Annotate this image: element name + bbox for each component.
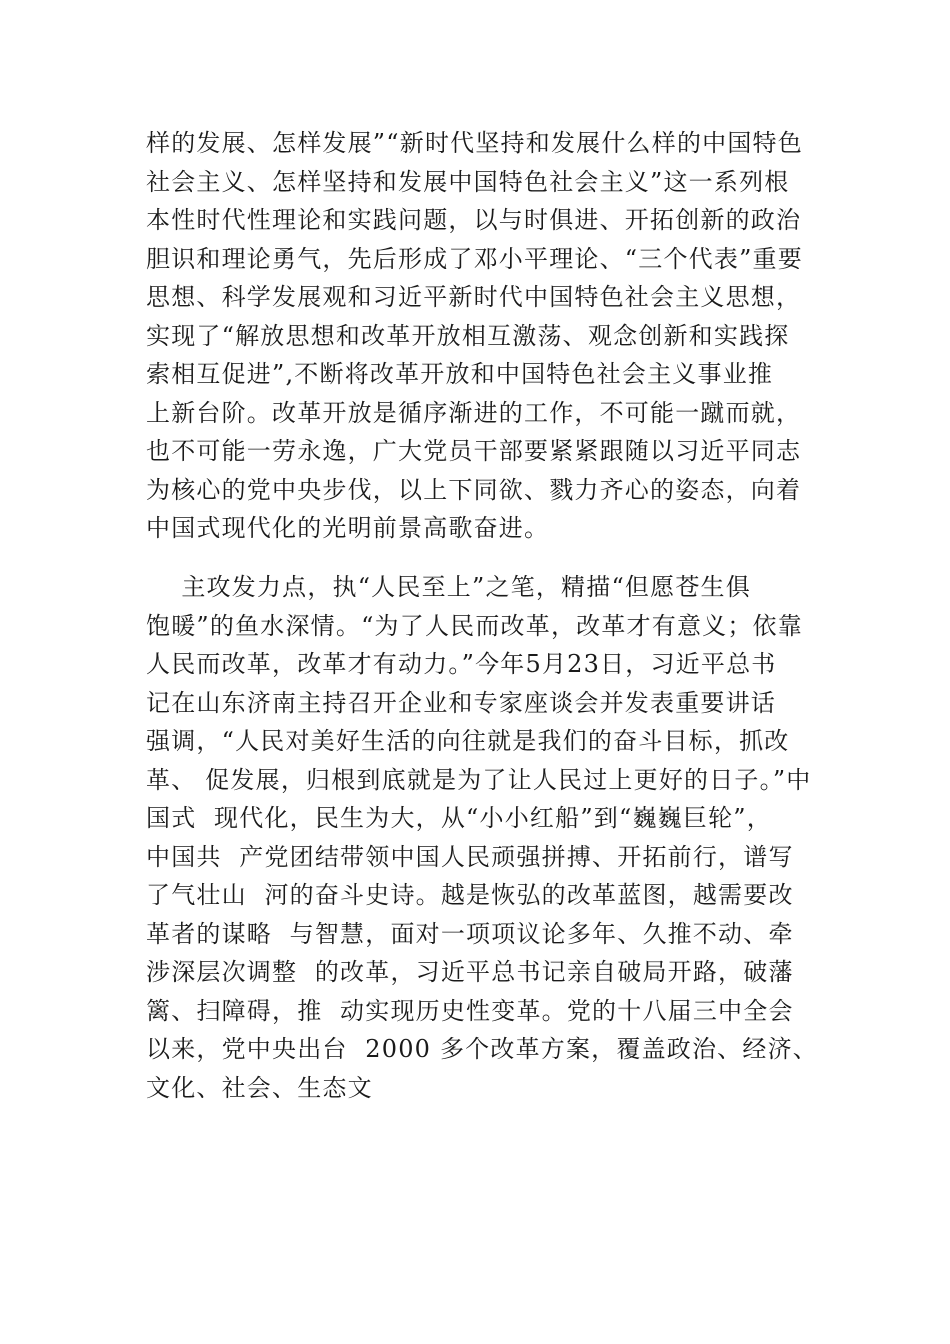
text-line: 中国式现代化的光明前景高歌奋进。 xyxy=(146,514,550,542)
text-line: 本性时代性理论和实践问题，以与时俱进、开拓创新的政治 xyxy=(146,206,802,234)
text-line: 也不可能一劳永逸，广大党员干部要紧紧跟随以习近平同志 xyxy=(146,437,802,465)
text-line: 中国共 产党团结带领中国人民顽强拼搏、开拓前行，谱写 xyxy=(146,842,794,871)
text-line: 社会主义、怎样坚持和发展中国特色社会主义”这一系列根 xyxy=(146,167,790,196)
text-line: 以来，党中央出台 2000 多个改革方案，覆盖政治、经济、 xyxy=(146,1035,818,1063)
text-line: 国式 现代化，民生为大，从“小小红船”到“巍巍巨轮”， xyxy=(146,804,772,832)
paragraph-2 xyxy=(146,568,836,1107)
text-line: 文化、社会、生态文 xyxy=(146,1073,373,1102)
text-line: 革、 促发展，归根到底就是为了让人民过上更好的日子。”中 xyxy=(146,765,812,794)
text-line: 样的发展、怎样发展”“新时代坚持和发展什么样的中国特色 xyxy=(146,129,803,157)
text-line: 涉深层次调整 的改革，习近平总书记亲自破局开路，破藩 xyxy=(146,958,794,986)
text-line: 思想、科学发展观和习近平新时代中国特色社会主义思想， xyxy=(146,283,802,311)
text-line: 上新台阶。改革开放是循序渐进的工作，不可能一蹴而就， xyxy=(146,398,802,427)
text-line: 主攻发力点，执“人民至上”之笔，精描“但愿苍生俱 xyxy=(146,573,751,601)
text-line: 篱、扫障碍，推 动实现历史性变革。党的十八届三中全会 xyxy=(146,996,794,1025)
text-line: 实现了“解放思想和改革开放相互激荡、观念创新和实践探 xyxy=(146,321,790,350)
text-line: 为核心的党中央步伐，以上下同欲、戮力齐心的姿态，向着 xyxy=(146,475,802,504)
text-line: 饱暖”的鱼水深情。“为了人民而改革，改革才有意义；依靠 xyxy=(146,611,803,640)
text-line: 革者的谋略 与智慧，面对一项项议论多年、久推不动、牵 xyxy=(146,919,794,948)
text-line: 人民而改革，改革才有动力。”今年5月23日，习近平总书 xyxy=(146,650,777,678)
paragraph-1 xyxy=(146,124,836,548)
text-line: 索相互促进”,不断将改革开放和中国特色社会主义事业推 xyxy=(146,360,774,388)
text-line: 胆识和理论勇气，先后形成了邓小平理论、“三个代表”重要 xyxy=(146,244,803,273)
text-line: 了气壮山 河的奋斗史诗。越是恢弘的改革蓝图，越需要改 xyxy=(146,881,794,909)
text-line: 记在山东济南主持召开企业和专家座谈会并发表重要讲话 xyxy=(146,688,776,717)
text-line: 强调，“人民对美好生活的向往就是我们的奋斗目标，抓改 xyxy=(146,727,790,755)
